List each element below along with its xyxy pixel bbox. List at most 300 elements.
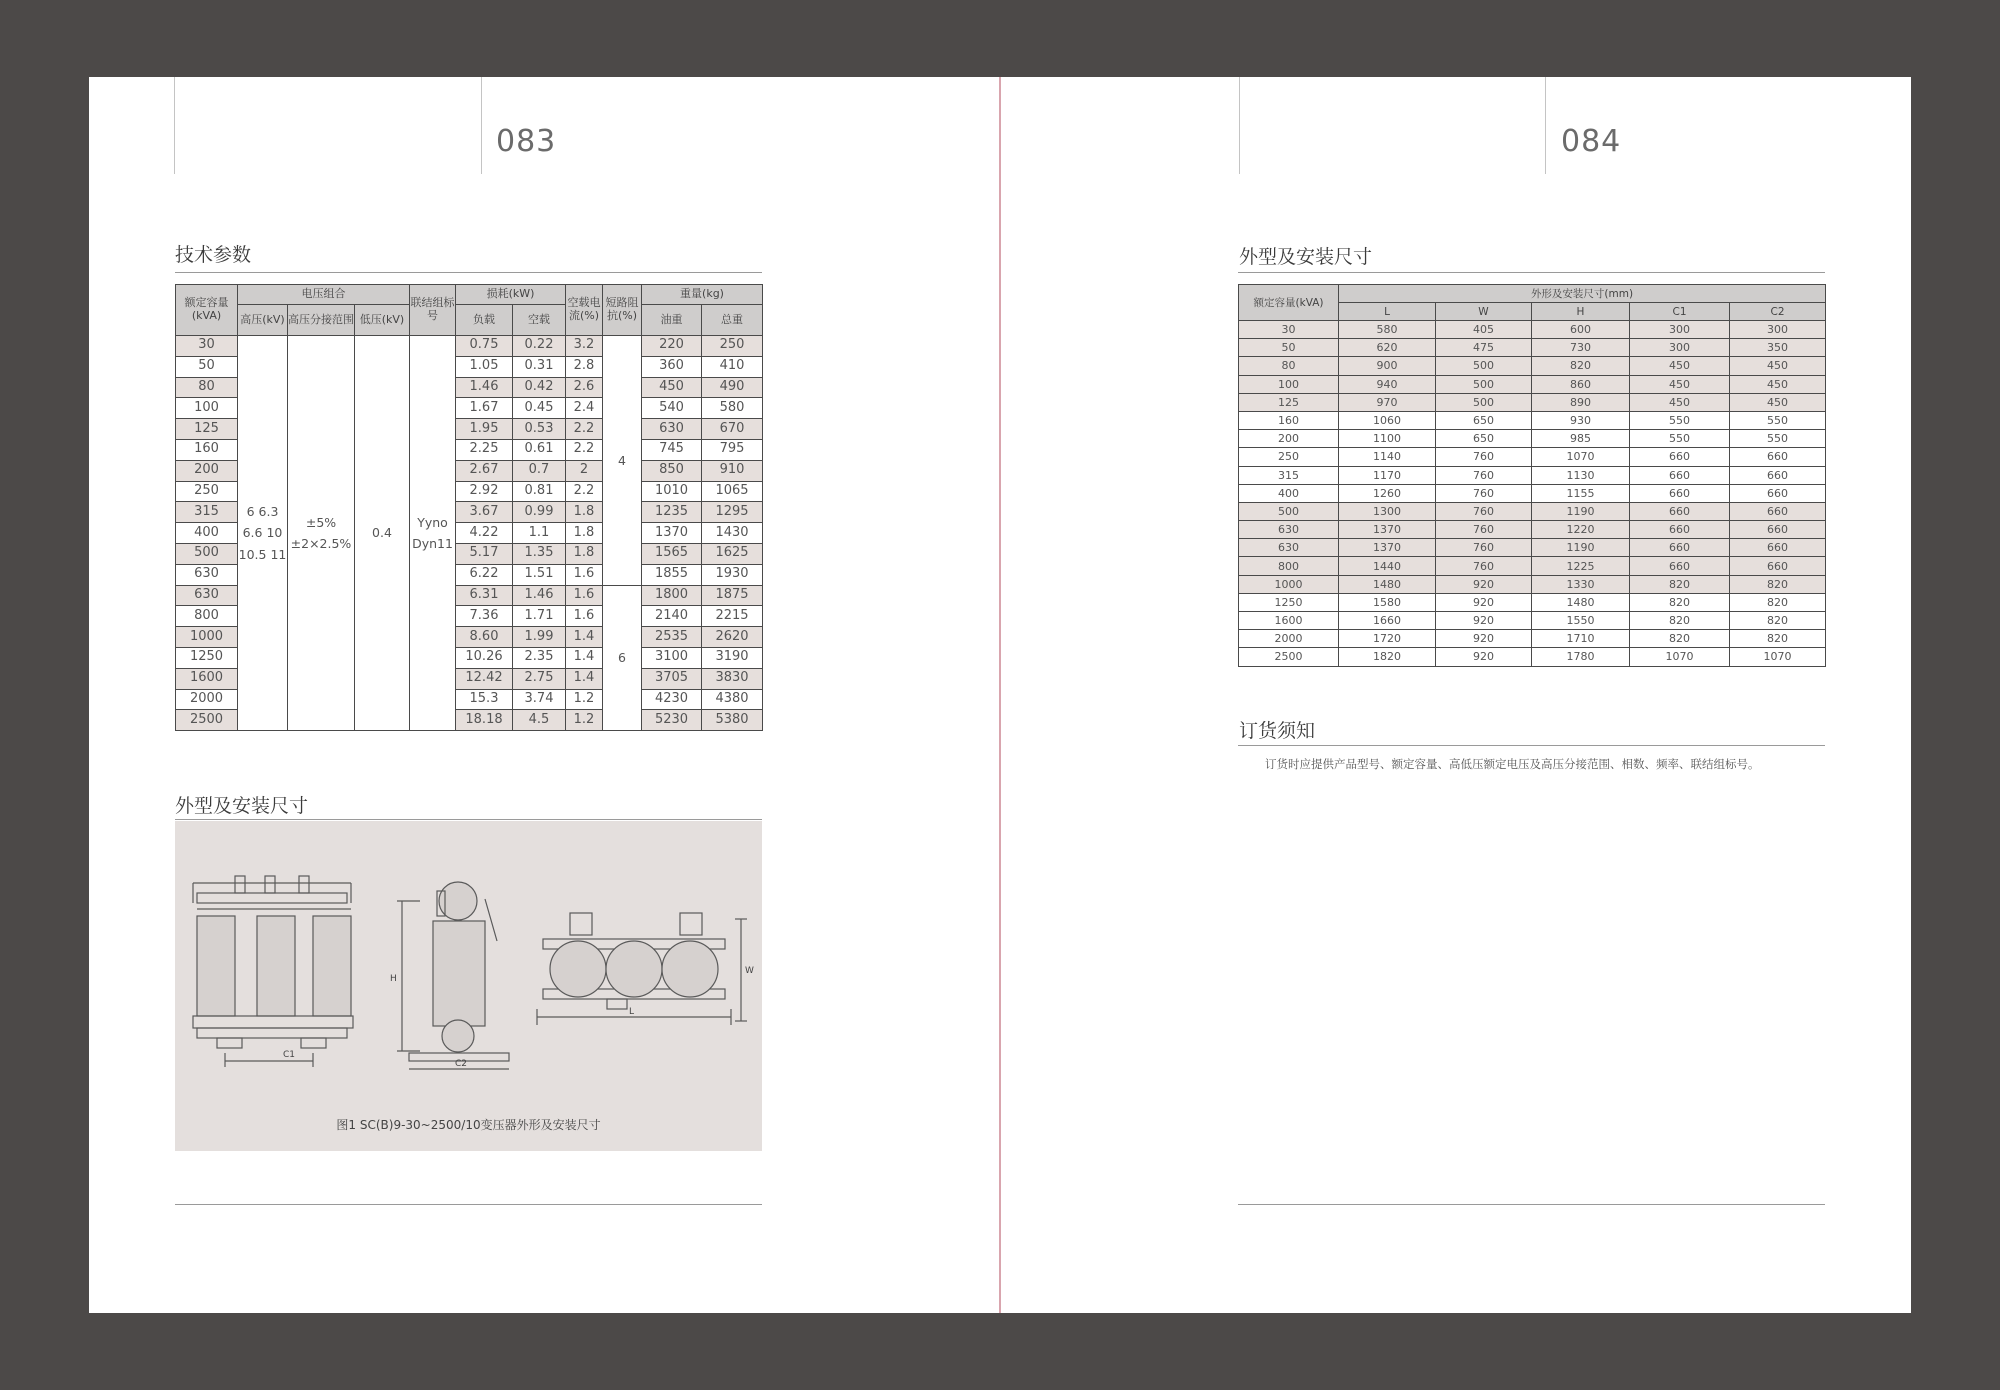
cell-capacity: 100: [176, 398, 238, 419]
cell-dim-c1: 660: [1630, 557, 1730, 575]
cell-load-loss: 1.95: [456, 419, 513, 440]
th-noload-loss: 空载: [513, 305, 566, 336]
cell-load-loss: 0.75: [456, 336, 513, 357]
cell-dim-capacity: 100: [1239, 375, 1339, 393]
cell-dim-h: 600: [1532, 321, 1630, 339]
cell-oil-weight: 1370: [642, 523, 702, 544]
cell-dim-c2: 660: [1730, 448, 1826, 466]
cell-noload-current: 1.8: [566, 502, 603, 523]
cell-dim-w: 475: [1436, 339, 1532, 357]
cell-oil-weight: 1855: [642, 564, 702, 585]
cell-noload-current: 1.8: [566, 543, 603, 564]
footer-rule: [1238, 1204, 1825, 1205]
cell-load-loss: 7.36: [456, 606, 513, 627]
cell-total-weight: 1875: [702, 585, 763, 606]
table-row: [176, 336, 763, 357]
cell-total-weight: 1430: [702, 523, 763, 544]
cell-dim-capacity: 400: [1239, 484, 1339, 502]
cell-dim-c1: 820: [1630, 630, 1730, 648]
cell-dim-l: 1260: [1339, 484, 1436, 502]
cell-dim-c2: 660: [1730, 502, 1826, 520]
section-rule: [175, 819, 762, 820]
cell-dim-l: 1370: [1339, 521, 1436, 539]
cell-capacity: 800: [176, 606, 238, 627]
table-row: [1239, 448, 1826, 466]
cell-dim-h: 1220: [1532, 521, 1630, 539]
cell-dim-h: 1130: [1532, 466, 1630, 484]
cell-dim-w: 920: [1436, 593, 1532, 611]
cell-dim-c1: 820: [1630, 575, 1730, 593]
table-row: [1239, 466, 1826, 484]
cell-capacity: 315: [176, 502, 238, 523]
cell-noload-loss: 3.74: [513, 689, 566, 710]
table-row: [1239, 648, 1826, 666]
cell-dim-c2: 450: [1730, 357, 1826, 375]
cell-noload-current: 2.2: [566, 481, 603, 502]
cell-dim-h: 730: [1532, 339, 1630, 357]
cell-dim-c2: 660: [1730, 484, 1826, 502]
cell-oil-weight: 850: [642, 460, 702, 481]
table-row: [1239, 557, 1826, 575]
cell-dim-capacity: 80: [1239, 357, 1339, 375]
cell-dim-h: 1780: [1532, 648, 1630, 666]
cell-noload-current: 2.6: [566, 377, 603, 398]
cell-capacity: 630: [176, 564, 238, 585]
cell-noload-loss: 1.71: [513, 606, 566, 627]
cell-dim-w: 920: [1436, 575, 1532, 593]
th-short-circuit: 短路阻抗(%): [603, 285, 642, 336]
cell-capacity: 2500: [176, 710, 238, 731]
cell-dim-l: 1580: [1339, 593, 1436, 611]
cell-dim-c1: 450: [1630, 393, 1730, 411]
th-dim-group: 外形及安装尺寸(mm): [1339, 285, 1826, 303]
cell-dim-capacity: 2000: [1239, 630, 1339, 648]
cell-dim-c1: 300: [1630, 321, 1730, 339]
right-page: [999, 77, 1911, 1313]
cell-dim-l: 900: [1339, 357, 1436, 375]
th-load-loss: 负载: [456, 305, 513, 336]
cell-noload-current: 1.6: [566, 606, 603, 627]
cell-total-weight: 795: [702, 439, 763, 460]
cell-dim-c1: 300: [1630, 339, 1730, 357]
cell-noload-loss: 0.61: [513, 439, 566, 460]
cell-dim-w: 500: [1436, 393, 1532, 411]
cell-dim-l: 1480: [1339, 575, 1436, 593]
cell-noload-current: 1.2: [566, 710, 603, 731]
cell-total-weight: 1295: [702, 502, 763, 523]
th-dim-l: L: [1339, 303, 1436, 321]
cell-total-weight: 3830: [702, 668, 763, 689]
table-row: [1239, 539, 1826, 557]
section-rule: [1238, 272, 1825, 273]
cell-dim-c2: 350: [1730, 339, 1826, 357]
cell-noload-loss: 0.42: [513, 377, 566, 398]
th-connection: 联结组标号: [410, 285, 456, 336]
th-voltage-group: 电压组合: [238, 285, 410, 305]
cell-dim-w: 650: [1436, 411, 1532, 429]
cell-dim-l: 1140: [1339, 448, 1436, 466]
cell-dim-capacity: 500: [1239, 502, 1339, 520]
cell-load-loss: 3.67: [456, 502, 513, 523]
cell-dim-capacity: 1250: [1239, 593, 1339, 611]
cell-dim-capacity: 200: [1239, 430, 1339, 448]
cell-oil-weight: 450: [642, 377, 702, 398]
cell-noload-loss: 0.81: [513, 481, 566, 502]
cell-noload-loss: 1.46: [513, 585, 566, 606]
header-divider: [1545, 77, 1546, 174]
cell-dim-h: 860: [1532, 375, 1630, 393]
cell-dim-w: 760: [1436, 448, 1532, 466]
cell-dim-capacity: 125: [1239, 393, 1339, 411]
th-dim-c1: C1: [1630, 303, 1730, 321]
cell-oil-weight: 220: [642, 336, 702, 357]
figure-caption: 图1 SC(B)9-30~2500/10变压器外形及安装尺寸: [336, 1118, 601, 1132]
cell-dim-c1: 820: [1630, 612, 1730, 630]
cell-dim-capacity: 315: [1239, 466, 1339, 484]
cell-total-weight: 410: [702, 356, 763, 377]
cell-dim-w: 760: [1436, 502, 1532, 520]
cell-noload-loss: 0.99: [513, 502, 566, 523]
th-dim-h: H: [1532, 303, 1630, 321]
cell-oil-weight: 1235: [642, 502, 702, 523]
cell-dim-capacity: 1600: [1239, 612, 1339, 630]
th-hv: 高压(kV): [238, 305, 288, 336]
cell-dim-h: 1550: [1532, 612, 1630, 630]
cell-oil-weight: 1800: [642, 585, 702, 606]
cell-dim-l: 1060: [1339, 411, 1436, 429]
label-c1: C1: [283, 1050, 296, 1060]
page-number-left: 083: [496, 124, 557, 159]
tech-params-table: [175, 284, 763, 731]
cell-dim-c2: 300: [1730, 321, 1826, 339]
cell-noload-current: 1.6: [566, 585, 603, 606]
cell-dim-c1: 660: [1630, 448, 1730, 466]
outline-figure: [175, 821, 762, 1151]
header-divider: [174, 77, 175, 174]
transformer-drawing: [175, 821, 762, 1151]
cell-capacity: 30: [176, 336, 238, 357]
cell-noload-loss: 1.99: [513, 627, 566, 648]
cell-dim-h: 1225: [1532, 557, 1630, 575]
cell-dim-c2: 660: [1730, 557, 1826, 575]
cell-capacity: 160: [176, 439, 238, 460]
cell-dim-capacity: 2500: [1239, 648, 1339, 666]
cell-noload-current: 1.4: [566, 668, 603, 689]
section-rule: [1238, 745, 1825, 746]
cell-dim-w: 920: [1436, 630, 1532, 648]
cell-oil-weight: 1010: [642, 481, 702, 502]
table-row: [1239, 502, 1826, 520]
cell-dim-c1: 450: [1630, 375, 1730, 393]
table-row: [1239, 430, 1826, 448]
cell-load-loss: 6.22: [456, 564, 513, 585]
cell-dim-w: 920: [1436, 612, 1532, 630]
cell-dim-c1: 660: [1630, 466, 1730, 484]
header-divider: [481, 77, 482, 174]
cell-dim-w: 650: [1436, 430, 1532, 448]
table-row: [1239, 339, 1826, 357]
th-dim-c2: C2: [1730, 303, 1826, 321]
th-dim-w: W: [1436, 303, 1532, 321]
cell-noload-current: 1.4: [566, 627, 603, 648]
cell-dim-capacity: 30: [1239, 321, 1339, 339]
cell-noload-current: 1.4: [566, 647, 603, 668]
cell-total-weight: 1930: [702, 564, 763, 585]
cell-dim-c2: 450: [1730, 375, 1826, 393]
cell-dim-l: 1820: [1339, 648, 1436, 666]
th-noload-current: 空载电流(%): [566, 285, 603, 336]
cell-noload-loss: 1.51: [513, 564, 566, 585]
cell-load-loss: 8.60: [456, 627, 513, 648]
cell-lv-merged: 0.4: [355, 336, 410, 731]
cell-dim-h: 890: [1532, 393, 1630, 411]
cell-total-weight: 1625: [702, 543, 763, 564]
cell-dim-c1: 1070: [1630, 648, 1730, 666]
cell-capacity: 500: [176, 543, 238, 564]
order-notice-title: 订货须知: [1239, 720, 1316, 742]
cell-capacity: 1250: [176, 647, 238, 668]
cell-impedance-group1: 4: [603, 336, 642, 586]
label-h: H: [390, 974, 397, 984]
cell-dim-w: 760: [1436, 484, 1532, 502]
cell-oil-weight: 2535: [642, 627, 702, 648]
table-row: [1239, 630, 1826, 648]
cell-tap-merged: ±5% ±2×2.5%: [288, 336, 355, 731]
cell-dim-c2: 1070: [1730, 648, 1826, 666]
cell-dim-capacity: 630: [1239, 521, 1339, 539]
th-dim-capacity: 额定容量(kVA): [1239, 285, 1339, 321]
cell-total-weight: 910: [702, 460, 763, 481]
cell-oil-weight: 745: [642, 439, 702, 460]
cell-dim-c1: 660: [1630, 502, 1730, 520]
cell-dim-c1: 660: [1630, 539, 1730, 557]
table-row: [1239, 575, 1826, 593]
cell-dim-h: 1070: [1532, 448, 1630, 466]
cell-total-weight: 580: [702, 398, 763, 419]
label-c2: C2: [455, 1059, 468, 1069]
cell-load-loss: 2.92: [456, 481, 513, 502]
cell-noload-loss: 0.31: [513, 356, 566, 377]
cell-dim-l: 580: [1339, 321, 1436, 339]
cell-capacity: 400: [176, 523, 238, 544]
table-row: [1239, 593, 1826, 611]
cell-capacity: 125: [176, 419, 238, 440]
cell-dim-w: 920: [1436, 648, 1532, 666]
cell-noload-loss: 0.22: [513, 336, 566, 357]
th-total-weight: 总重: [702, 305, 763, 336]
cell-dim-c1: 660: [1630, 484, 1730, 502]
header-divider: [1239, 77, 1240, 174]
cell-capacity: 80: [176, 377, 238, 398]
cell-dim-c2: 820: [1730, 630, 1826, 648]
th-loss: 损耗(kW): [456, 285, 566, 305]
cell-noload-current: 2.4: [566, 398, 603, 419]
cell-dim-l: 1370: [1339, 539, 1436, 557]
cell-dim-h: 1330: [1532, 575, 1630, 593]
cell-dim-l: 940: [1339, 375, 1436, 393]
cell-oil-weight: 540: [642, 398, 702, 419]
cell-load-loss: 15.3: [456, 689, 513, 710]
order-notice-text: 订货时应提供产品型号、额定容量、高低压额定电压及高压分接范围、相数、频率、联结组标号。: [1265, 757, 1760, 771]
cell-noload-loss: 4.5: [513, 710, 566, 731]
cell-dim-l: 1170: [1339, 466, 1436, 484]
cell-dim-h: 1190: [1532, 502, 1630, 520]
cell-dim-c1: 450: [1630, 357, 1730, 375]
cell-noload-loss: 0.7: [513, 460, 566, 481]
cell-oil-weight: 360: [642, 356, 702, 377]
table-row: [1239, 393, 1826, 411]
cell-total-weight: 250: [702, 336, 763, 357]
cell-noload-loss: 0.53: [513, 419, 566, 440]
table-row: [1239, 357, 1826, 375]
th-oil-weight: 油重: [642, 305, 702, 336]
outline-dimensions-table: [1238, 284, 1826, 667]
cell-dim-h: 1155: [1532, 484, 1630, 502]
section-rule: [175, 272, 762, 273]
cell-total-weight: 3190: [702, 647, 763, 668]
cell-dim-c2: 660: [1730, 539, 1826, 557]
cell-oil-weight: 3705: [642, 668, 702, 689]
table-row: [1239, 321, 1826, 339]
cell-dim-h: 1480: [1532, 593, 1630, 611]
cell-load-loss: 4.22: [456, 523, 513, 544]
cell-dim-w: 760: [1436, 557, 1532, 575]
cell-oil-weight: 1565: [642, 543, 702, 564]
cell-dim-c1: 550: [1630, 430, 1730, 448]
cell-dim-c2: 660: [1730, 466, 1826, 484]
cell-capacity: 1000: [176, 627, 238, 648]
page-number-right: 084: [1561, 124, 1622, 159]
cell-noload-loss: 2.75: [513, 668, 566, 689]
cell-dim-h: 820: [1532, 357, 1630, 375]
cell-dim-w: 760: [1436, 521, 1532, 539]
cell-noload-current: 2.2: [566, 419, 603, 440]
cell-dim-c2: 550: [1730, 411, 1826, 429]
outline-title-left: 外型及安装尺寸: [175, 795, 309, 817]
cell-capacity: 1600: [176, 668, 238, 689]
table-row: [1239, 521, 1826, 539]
cell-oil-weight: 3100: [642, 647, 702, 668]
cell-capacity: 50: [176, 356, 238, 377]
cell-dim-c1: 820: [1630, 593, 1730, 611]
th-tap-range: 高压分接范围: [288, 305, 355, 336]
cell-dim-l: 1660: [1339, 612, 1436, 630]
cell-dim-l: 620: [1339, 339, 1436, 357]
table-row: [1239, 612, 1826, 630]
cell-noload-loss: 2.35: [513, 647, 566, 668]
label-w: W: [745, 966, 754, 976]
cell-load-loss: 1.67: [456, 398, 513, 419]
cell-load-loss: 5.17: [456, 543, 513, 564]
cell-noload-current: 3.2: [566, 336, 603, 357]
cell-capacity: 200: [176, 460, 238, 481]
cell-total-weight: 5380: [702, 710, 763, 731]
cell-dim-c2: 660: [1730, 521, 1826, 539]
cell-dim-capacity: 1000: [1239, 575, 1339, 593]
cell-total-weight: 670: [702, 419, 763, 440]
cell-noload-current: 2.2: [566, 439, 603, 460]
cell-noload-loss: 1.1: [513, 523, 566, 544]
cell-noload-current: 2.8: [566, 356, 603, 377]
cell-oil-weight: 630: [642, 419, 702, 440]
cell-dim-h: 985: [1532, 430, 1630, 448]
cell-dim-l: 1300: [1339, 502, 1436, 520]
cell-dim-c2: 820: [1730, 612, 1826, 630]
cell-dim-c1: 660: [1630, 521, 1730, 539]
cell-dim-capacity: 630: [1239, 539, 1339, 557]
cell-load-loss: 2.67: [456, 460, 513, 481]
cell-dim-c2: 450: [1730, 393, 1826, 411]
table-row: [1239, 411, 1826, 429]
cell-dim-capacity: 250: [1239, 448, 1339, 466]
cell-load-loss: 1.05: [456, 356, 513, 377]
cell-load-loss: 1.46: [456, 377, 513, 398]
cell-load-loss: 2.25: [456, 439, 513, 460]
cell-dim-h: 1710: [1532, 630, 1630, 648]
cell-noload-current: 1.2: [566, 689, 603, 710]
cell-capacity: 630: [176, 585, 238, 606]
cell-total-weight: 2620: [702, 627, 763, 648]
cell-noload-current: 2: [566, 460, 603, 481]
cell-dim-h: 930: [1532, 411, 1630, 429]
outline-title-right: 外型及安装尺寸: [1239, 246, 1373, 268]
cell-dim-capacity: 160: [1239, 411, 1339, 429]
cell-oil-weight: 5230: [642, 710, 702, 731]
cell-dim-h: 1190: [1532, 539, 1630, 557]
footer-rule: [175, 1204, 762, 1205]
table-row: [1239, 375, 1826, 393]
cell-dim-w: 500: [1436, 357, 1532, 375]
cell-dim-w: 760: [1436, 539, 1532, 557]
cell-total-weight: 4380: [702, 689, 763, 710]
cell-capacity: 250: [176, 481, 238, 502]
cell-noload-loss: 0.45: [513, 398, 566, 419]
cell-dim-l: 1440: [1339, 557, 1436, 575]
table-row: [1239, 484, 1826, 502]
cell-dim-capacity: 50: [1239, 339, 1339, 357]
cell-dim-l: 1720: [1339, 630, 1436, 648]
cell-oil-weight: 2140: [642, 606, 702, 627]
cell-dim-c1: 550: [1630, 411, 1730, 429]
th-weight: 重量(kg): [642, 285, 763, 305]
th-lv: 低压(kV): [355, 305, 410, 336]
cell-load-loss: 10.26: [456, 647, 513, 668]
book-spine: [999, 77, 1001, 1313]
cell-dim-l: 1100: [1339, 430, 1436, 448]
cell-load-loss: 12.42: [456, 668, 513, 689]
cell-dim-c2: 550: [1730, 430, 1826, 448]
cell-dim-w: 500: [1436, 375, 1532, 393]
cell-total-weight: 1065: [702, 481, 763, 502]
cell-dim-c2: 820: [1730, 575, 1826, 593]
cell-hv-merged: 6 6.3 6.6 10 10.5 11: [238, 336, 288, 731]
cell-noload-loss: 1.35: [513, 543, 566, 564]
cell-noload-current: 1.8: [566, 523, 603, 544]
tech-params-title: 技术参数: [175, 244, 252, 266]
cell-total-weight: 490: [702, 377, 763, 398]
cell-dim-w: 760: [1436, 466, 1532, 484]
label-l: L: [629, 1007, 635, 1017]
cell-dim-c2: 820: [1730, 593, 1826, 611]
cell-connection-merged: Yyno Dyn11: [410, 336, 456, 731]
cell-dim-capacity: 800: [1239, 557, 1339, 575]
cell-dim-l: 970: [1339, 393, 1436, 411]
cell-load-loss: 6.31: [456, 585, 513, 606]
cell-oil-weight: 4230: [642, 689, 702, 710]
cell-total-weight: 2215: [702, 606, 763, 627]
cell-impedance-group2: 6: [603, 585, 642, 731]
th-capacity: 额定容量(kVA): [176, 285, 238, 336]
